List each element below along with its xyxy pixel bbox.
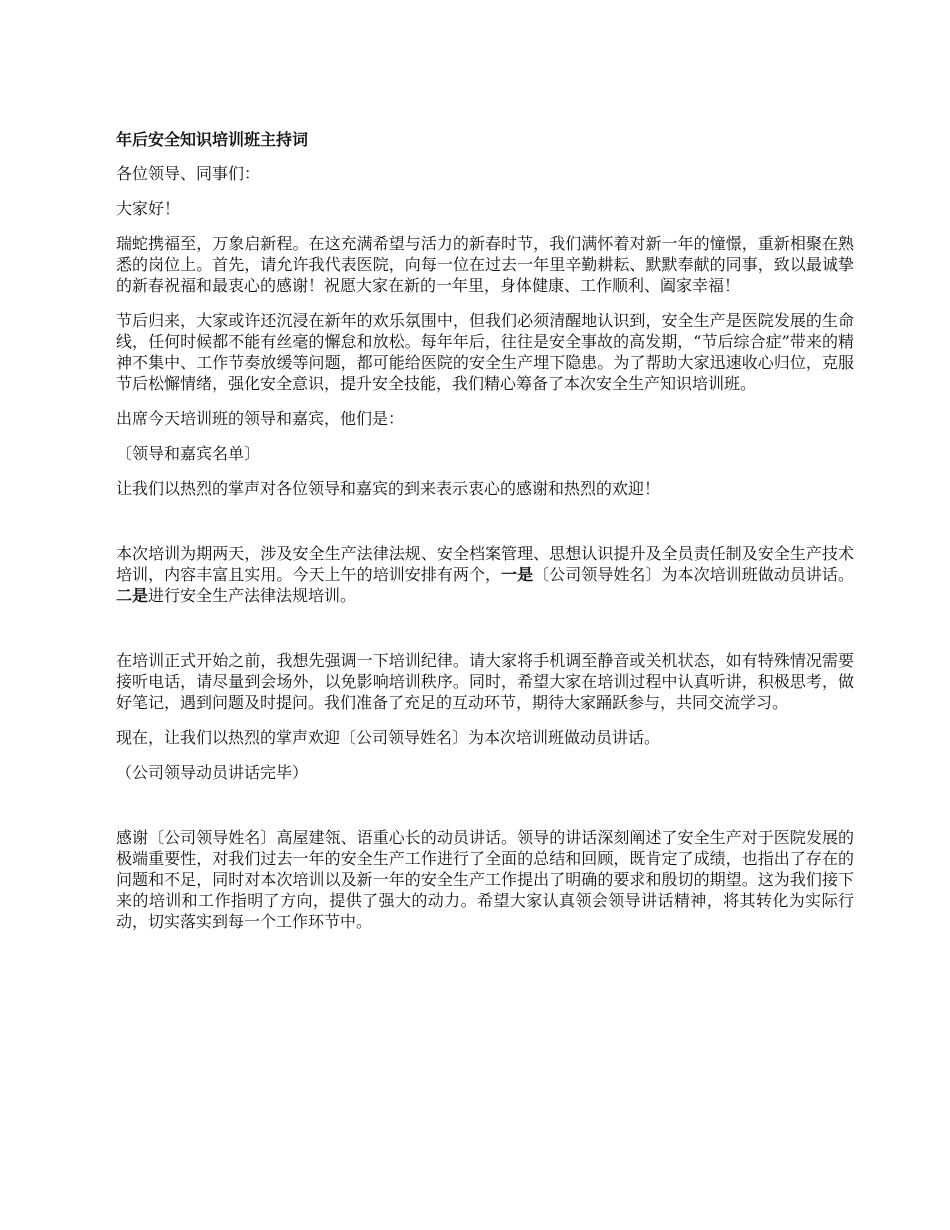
spacer	[116, 620, 854, 650]
spacer	[116, 513, 854, 543]
document-title: 年后安全知识培训班主持词	[116, 130, 309, 149]
hello: 大家好！	[116, 199, 181, 218]
paragraph-safety-importance: 节后归来，大家或许还沉浸在新年的欢乐氛围中，但我们必须清醒地认识到，安全生产是医院发展的生命线，任何时候都不能有丝毫的懈怠和放松。每年年后，往往是安全事故的高发期，“节后综合症”带来的精神不集中、工作节奏放缓等问题，都可能给医院的安全生产埋下隐患。为了帮助大家迅速收心归位，克服节后松懈情绪，强化安全意识，提升安全技能，我们精心筹备了本次安全生产知识培训班。	[116, 311, 854, 393]
schedule-text-1: 本次培训为期两天，涉及安全生产法律法规、安全档案管理、思想认识提升及全员责任制及安全生产技术培训，内容丰富且实用。今天上午的培训安排有两个，	[116, 544, 854, 584]
paragraph-speech-finished: （公司领导动员讲话完毕）	[116, 763, 309, 782]
spacer	[116, 797, 854, 827]
document-page	[116, 130, 854, 946]
greeting: 各位领导、同事们：	[116, 164, 261, 183]
paragraph-thanks: 感谢〔公司领导姓名〕高屋建瓴、语重心长的动员讲话。领导的讲话深刻阐述了安全生产对于医院发展的极端重要性，对我们过去一年的安全生产工作进行了全面的总结和回顾，既肯定了成绩，也指出了存在的问题和不足，同时对本次培训以及新一年的安全生产工作提出了明确的要求和殷切的期望。这为我们接下来的培训和工作指明了方向，提供了强大的动力。希望大家认真领会领导讲话精神，将其转化为实际行动，切实落实到每一个工作环节中。	[116, 828, 854, 931]
paragraph-guests-intro: 出席今天培训班的领导和嘉宾，他们是：	[116, 409, 405, 428]
schedule-text-3: 进行安全生产法律法规培训。	[148, 586, 357, 605]
paragraph-welcome: 让我们以热烈的掌声对各位领导和嘉宾的到来表示衷心的感谢和热烈的欢迎！	[116, 479, 661, 498]
paragraph-training-schedule	[116, 543, 854, 606]
schedule-item-one-label: 一是	[501, 565, 534, 584]
guest-list-placeholder: 〔领导和嘉宾名单〕	[116, 444, 261, 463]
schedule-text-2: 〔公司领导姓名〕为本次培训班做动员讲话。	[533, 565, 854, 584]
schedule-item-two-label: 二是	[116, 586, 149, 605]
paragraph-opening: 瑞蛇携福至，万象启新程。在这充满希望与活力的新春时节，我们满怀着对新一年的憧憬，重新相聚在熟悉的岗位上。首先，请允许我代表医院，向每一位在过去一年里辛勤耕耘、默默奉献的同事，致以最诚挚的新春祝福和最衷心的感谢！祝愿大家在新的一年里，身体健康、工作顺利、阖家幸福！	[116, 234, 854, 295]
paragraph-discipline: 在培训正式开始之前，我想先强调一下培训纪律。请大家将手机调至静音或关机状态，如有特殊情况需要接听电话，请尽量到会场外，以免影响培训秩序。同时，希望大家在培训过程中认真听讲，积极思考，做好笔记，遇到问题及时提问。我们准备了充足的互动环节，期待大家踊跃参与，共同交流学习。	[116, 651, 854, 712]
paragraph-invite-leader: 现在，让我们以热烈的掌声欢迎〔公司领导姓名〕为本次培训班做动员讲话。	[116, 728, 661, 747]
